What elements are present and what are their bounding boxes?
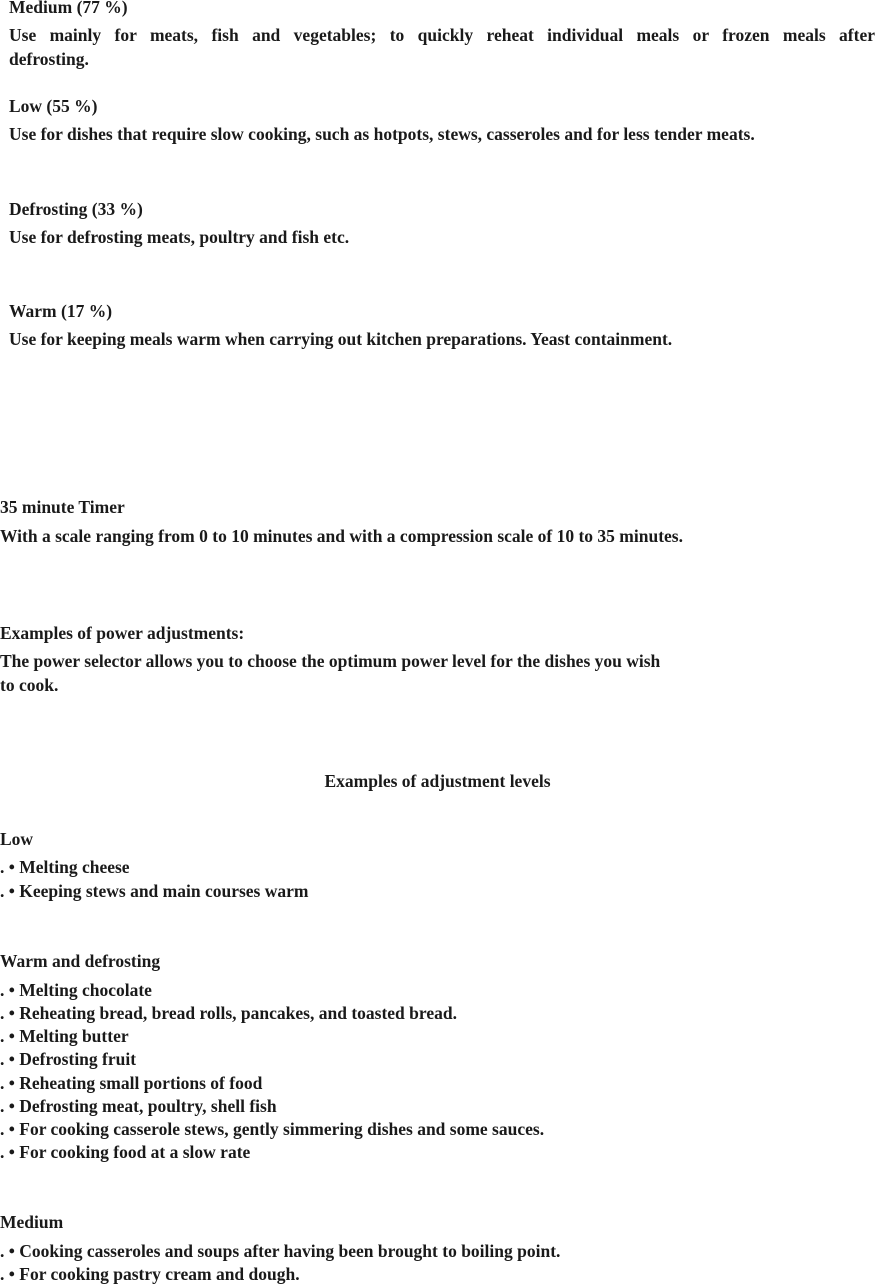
low-level-title: Low (55 %) (9, 96, 98, 116)
list-item: . • Melting butter (0, 1026, 129, 1046)
warm-level-title: Warm (17 %) (9, 301, 113, 321)
medium-level-title: Medium (77 %) (9, 0, 128, 17)
list-item: . • Melting chocolate (0, 980, 152, 1000)
defrosting-level-title: Defrosting (33 %) (9, 199, 143, 219)
timer-title: 35 minute Timer (0, 497, 125, 517)
list-item: . • Keeping stews and main courses warm (0, 881, 309, 901)
examples-medium-title: Medium (0, 1212, 64, 1232)
examples-heading: Examples of adjustment levels (324, 771, 551, 791)
examples-warm-defrosting-title: Warm and defrosting (0, 951, 161, 971)
list-item: . • Cooking casseroles and soups after having been brought to boiling point. (0, 1241, 561, 1261)
medium-level-desc-line2: defrosting. (9, 49, 89, 69)
medium-level-desc-line1: Use mainly for meats, fish and vegetables; to quickly reheat individual meals or frozen meals after (9, 25, 875, 45)
examples-low-title: Low (0, 829, 34, 849)
list-item: . • Reheating bread, bread rolls, pancakes, and toasted bread. (0, 1003, 457, 1023)
list-item: . • For cooking food at a slow rate (0, 1142, 251, 1162)
list-item: . • Melting cheese (0, 857, 130, 877)
warm-level-desc: Use for keeping meals warm when carrying out kitchen preparations. Yeast containment. (9, 329, 673, 349)
list-item: . • For cooking casserole stews, gently simmering dishes and some sauces. (0, 1119, 545, 1139)
list-item: . • Reheating small portions of food (0, 1073, 263, 1093)
timer-desc: With a scale ranging from 0 to 10 minutes and with a compression scale of 10 to 35 minutes. (0, 526, 683, 546)
defrosting-level-desc: Use for defrosting meats, poultry and fish etc. (9, 227, 350, 247)
power-adjustments-desc-line2: to cook. (0, 675, 59, 695)
power-adjustments-title: Examples of power adjustments: (0, 623, 245, 643)
list-item: . • Defrosting fruit (0, 1049, 137, 1069)
low-level-desc: Use for dishes that require slow cooking, such as hotpots, stews, casseroles and for less tender meats. (9, 124, 755, 144)
list-item: . • For cooking pastry cream and dough. (0, 1264, 300, 1284)
list-item: . • Defrosting meat, poultry, shell fish (0, 1096, 277, 1116)
power-adjustments-desc-line1: The power selector allows you to choose the optimum power level for the dishes you wish (0, 651, 661, 671)
